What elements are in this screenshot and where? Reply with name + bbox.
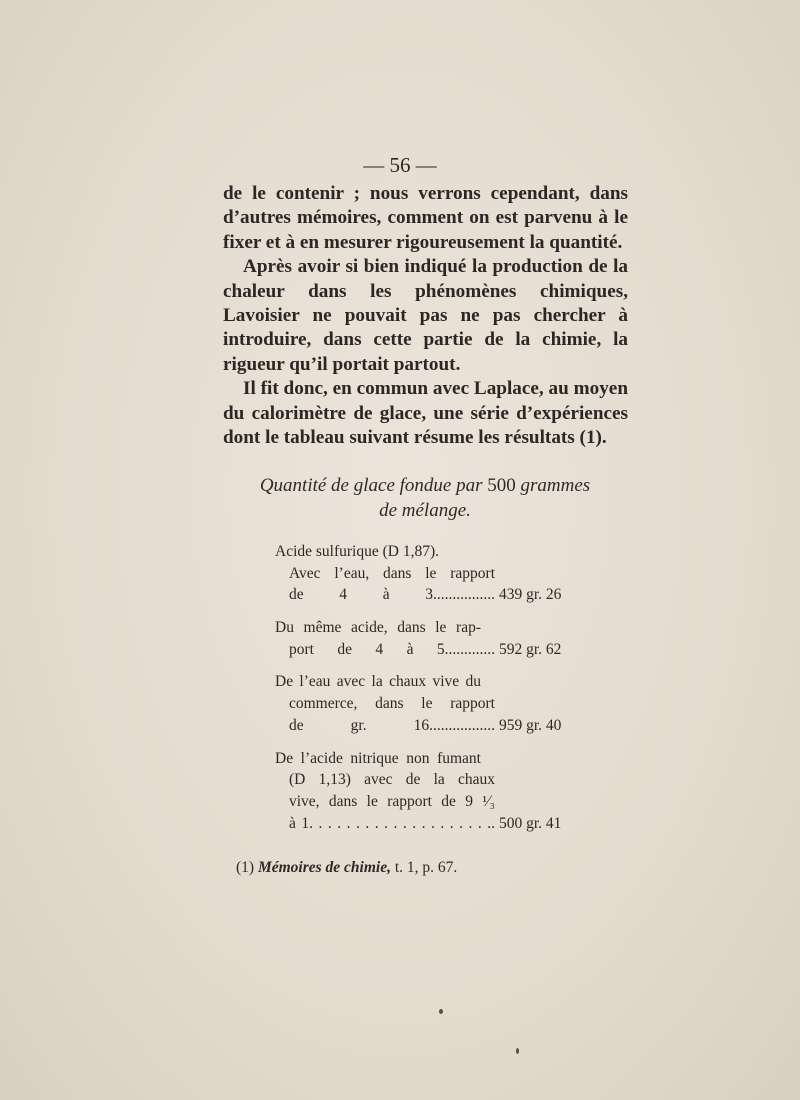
entry-line: Du même acide, dans le rap- — [275, 619, 481, 637]
entry-line: (D 1,13) avec de la chaux — [289, 771, 495, 789]
table-entry — [275, 671, 575, 736]
entry-value: 592 gr. 62 — [499, 640, 562, 658]
ink-spot — [439, 1009, 443, 1014]
table-title-part1: Quantité de glace fondue par — [259, 475, 488, 496]
results-table — [275, 541, 575, 845]
paragraph-3: Il fit donc, en commun avec Laplace, au moyen du calorimètre de glace, une série d’expériences dont le tableau suivant résume les résultats (1). — [223, 378, 628, 449]
ink-spot — [516, 1048, 519, 1054]
entry-line: de 4 à 3................ 439 gr. 26 — [275, 584, 575, 606]
table-title-line2: de mélange. — [379, 500, 471, 521]
table-title — [230, 473, 620, 523]
entry-value: 500 gr. 41 — [499, 814, 562, 832]
table-entry — [275, 617, 575, 660]
entry-line: De l’eau avec la chaux vive du — [275, 673, 481, 691]
table-entry — [275, 541, 575, 606]
footnote — [236, 859, 457, 877]
table-title-number: 500 — [487, 475, 516, 496]
entry-line: vive, dans le rapport de 9 ¹⁄₃ — [289, 792, 495, 810]
body-text — [223, 182, 628, 450]
footnote-rest: t. 1, p. 67. — [390, 859, 458, 876]
table-title-part2: grammes — [515, 475, 591, 496]
paragraph-2: Après avoir si bien indiqué la production de la chaleur dans les phénomènes chimiques, Lavoisier ne pouvait pas ne pas chercher à introduire, dans cette partie de la chimie, la rigueur qu’il portait partout. — [223, 256, 628, 375]
table-entry — [275, 748, 575, 835]
entry-line: à 1. . . . . . . . . . . . . . . . . . . .. 500 gr. 41 — [275, 813, 575, 835]
entry-line: commerce, dans le rapport — [289, 695, 495, 713]
paragraph-1: de le contenir ; nous verrons cependant, dans d’autres mémoires, comment on est parvenu à le fixer et à en mesurer rigoureusement la quantité. — [223, 183, 628, 253]
entry-line: Acide sulfurique (D 1,87). — [275, 543, 439, 560]
footnote-title: Mémoires de chimie, — [257, 859, 391, 876]
entry-line: Avec l’eau, dans le rapport — [289, 564, 495, 582]
entry-line: port de 4 à 5............. 592 gr. 62 — [275, 639, 575, 661]
entry-value: 439 gr. 26 — [499, 586, 562, 604]
entry-value: 959 gr. 40 — [499, 716, 562, 734]
entry-line: De l’acide nitrique non fumant — [275, 749, 481, 767]
footnote-marker: (1) — [236, 859, 255, 876]
entry-line: de gr. 16................. 959 gr. 40 — [275, 715, 575, 737]
page-number: — 56 — — [363, 153, 437, 177]
